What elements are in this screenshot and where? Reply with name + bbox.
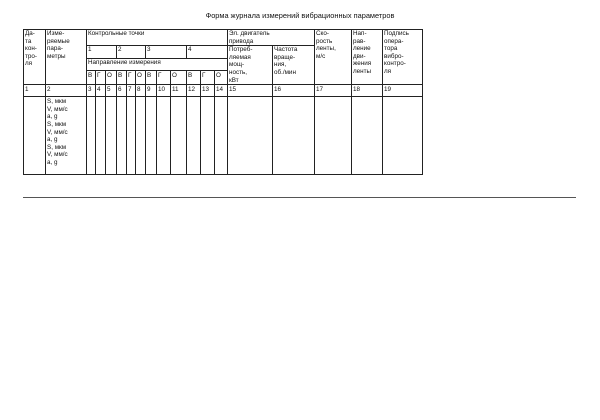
table-cell <box>215 97 228 175</box>
table-cell <box>171 97 187 175</box>
table-cell <box>136 97 146 175</box>
measurement-journal-table <box>23 29 423 175</box>
direction-cell: В <box>187 71 201 85</box>
table-cell <box>87 97 96 175</box>
direction-cell: В <box>87 71 96 85</box>
page-divider <box>23 197 576 198</box>
column-number: 8 <box>136 85 146 97</box>
header-control-points: Контрольные точки <box>87 30 228 46</box>
header-point-4: 4 <box>187 46 228 59</box>
header-belt-speed: Ско- рость ленты, м/с <box>315 30 352 85</box>
table-cell <box>383 97 423 175</box>
direction-cell: Г <box>201 71 215 85</box>
direction-cell: О <box>171 71 187 85</box>
header-rotation-frequency: Частота враще- ния, об./мин <box>273 46 315 85</box>
header-signature: Подпись опера- тора вибро- контро- ля <box>383 30 423 85</box>
column-number: 11 <box>171 85 187 97</box>
header-motor: Эл. двигатель привода <box>228 30 315 46</box>
table-cell <box>352 97 383 175</box>
table-cell <box>117 97 127 175</box>
table-cell <box>201 97 215 175</box>
header-point-3: 3 <box>146 46 187 59</box>
direction-cell: В <box>117 71 127 85</box>
column-number: 16 <box>273 85 315 97</box>
header-belt-direction: Нап- рав- ление дви- жения ленты <box>352 30 383 85</box>
direction-cell: Г <box>157 71 171 85</box>
table-cell <box>127 97 136 175</box>
column-number: 9 <box>146 85 157 97</box>
table-cell <box>273 97 315 175</box>
table-cell <box>228 97 273 175</box>
table-cell <box>187 97 201 175</box>
table-cell <box>146 97 157 175</box>
column-number: 10 <box>157 85 171 97</box>
table-cell <box>106 97 117 175</box>
column-number: 2 <box>46 85 87 97</box>
direction-cell: Г <box>127 71 136 85</box>
column-number: 5 <box>106 85 117 97</box>
page-title: Форма журнала измерений вибрационных параметров <box>205 11 395 20</box>
column-number: 13 <box>201 85 215 97</box>
header-power: Потреб- ляемая мощ- ность, кВт <box>228 46 273 85</box>
column-number: 15 <box>228 85 273 97</box>
column-number: 1 <box>24 85 46 97</box>
column-number: 7 <box>127 85 136 97</box>
measured-units: S, мкм V, мм/с a, g S, мкм V, мм/с a, g S, мкм V, мм/с a, g <box>46 97 87 175</box>
direction-cell: О <box>215 71 228 85</box>
table-cell <box>315 97 352 175</box>
column-number: 12 <box>187 85 201 97</box>
direction-cell: О <box>136 71 146 85</box>
column-number: 6 <box>117 85 127 97</box>
table-cell <box>157 97 171 175</box>
column-number: 17 <box>315 85 352 97</box>
column-number: 3 <box>87 85 96 97</box>
header-measured-params: Изме- ряемые пара- метры <box>46 30 87 85</box>
column-number: 19 <box>383 85 423 97</box>
header-direction: Направление измерения <box>87 58 228 71</box>
column-number: 14 <box>215 85 228 97</box>
table-cell <box>96 97 106 175</box>
column-number: 4 <box>96 85 106 97</box>
header-date: Да- та кон- тро- ля <box>24 30 46 85</box>
table-cell <box>24 97 46 175</box>
direction-cell: Г <box>96 71 106 85</box>
column-number: 18 <box>352 85 383 97</box>
direction-cell: О <box>106 71 117 85</box>
direction-cell: В <box>146 71 157 85</box>
header-point-1: 1 <box>87 46 117 59</box>
header-point-2: 2 <box>117 46 146 59</box>
